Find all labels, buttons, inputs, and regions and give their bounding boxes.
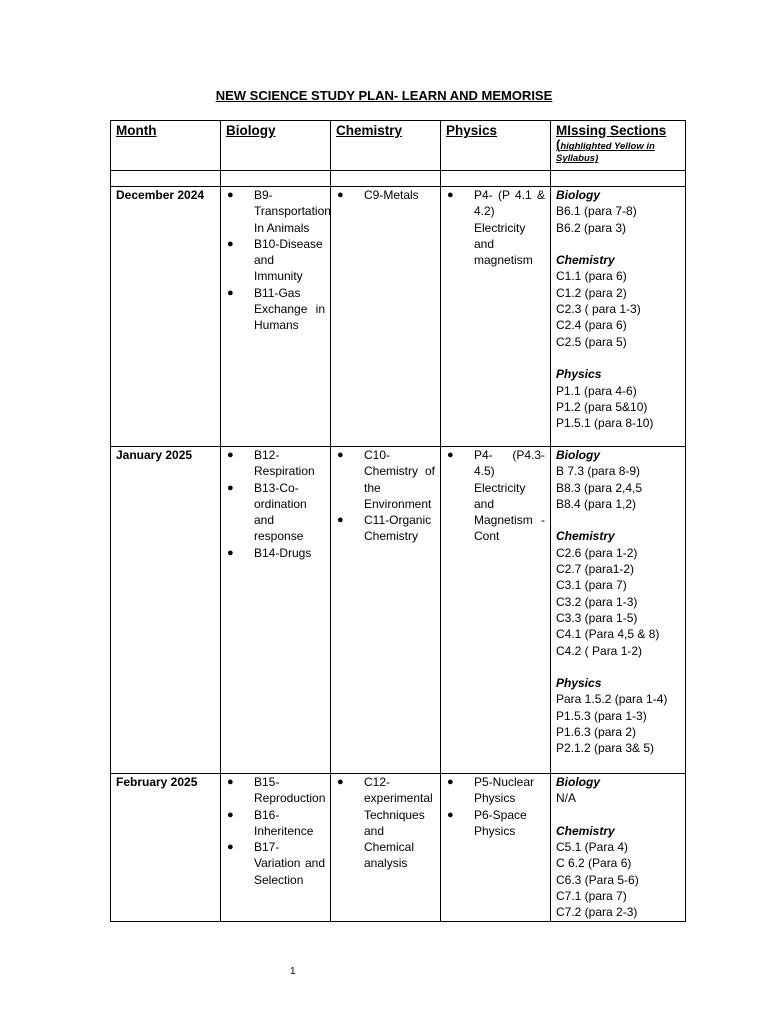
- missing-item: C3.1 (para 7): [556, 578, 627, 593]
- list-item: ● C12-experimental Techniques and Chemical analysis: [331, 774, 440, 872]
- missing-item: C 6.2 (Para 6): [556, 856, 632, 871]
- list-item: ● P4- (P4.3-4.5) Electricity and Magnetism - Cont: [441, 447, 550, 545]
- list-item: ● B15-Reproduction: [221, 774, 330, 807]
- table-header-row: [111, 121, 686, 171]
- document-title: NEW SCIENCE STUDY PLAN- LEARN AND MEMORISE: [215, 88, 553, 103]
- header-biology: Biology: [226, 123, 276, 138]
- chemistry-cell: [331, 187, 441, 447]
- missing-item: B8.4 (para 1,2): [556, 496, 637, 511]
- header-missing-paren: (: [556, 137, 561, 153]
- list-item: ● B11-Gas Exchange in Humans: [221, 285, 330, 334]
- month-label: December 2024: [116, 188, 205, 202]
- list-item: ● B17-Variation and Selection: [221, 839, 330, 888]
- missing-item: P1.6.3 (para 2): [556, 725, 637, 740]
- table-row: [111, 774, 686, 922]
- table-row: [111, 447, 686, 774]
- list-item: ● P6-Space Physics: [441, 807, 550, 840]
- header-chemistry: Chemistry: [336, 123, 403, 138]
- missing-subject: Chemistry: [556, 529, 615, 544]
- missing-item: C5.1 (Para 4): [556, 840, 629, 855]
- month-label: February 2025: [116, 775, 198, 789]
- list-item: ● B13-Co-ordination and response: [221, 480, 330, 545]
- missing-item: C2.6 (para 1-2): [556, 545, 638, 560]
- missing-item: C2.4 (para 6): [556, 318, 627, 333]
- missing-cell: [551, 447, 686, 774]
- missing-item: C2.5 (para 5): [556, 334, 627, 349]
- study-plan-table: [110, 120, 686, 922]
- missing-subject: Physics: [556, 367, 602, 382]
- missing-subject: Biology: [556, 188, 600, 202]
- missing-item: C2.7 (para1-2): [556, 562, 635, 577]
- header-missing: MIssing Sections: [556, 123, 667, 138]
- header-missing-note-wrap: [556, 139, 680, 165]
- missing-item: P1.5.1 (para 8-10): [556, 416, 654, 431]
- list-item: ● C11-Organic Chemistry: [331, 512, 440, 545]
- physics-cell: [441, 187, 551, 447]
- missing-item: B6.2 (para 3): [556, 220, 627, 235]
- header-cell-chemistry: [331, 121, 441, 171]
- list-item: ● B9-Transportation In Animals: [221, 187, 330, 236]
- list-item: ● C9-Metals: [331, 187, 440, 203]
- missing-item: B 7.3 (para 8-9): [556, 464, 641, 479]
- list-item: ● C10-Chemistry of the Environment: [331, 447, 440, 512]
- chemistry-cell: [331, 447, 441, 774]
- header-physics: Physics: [446, 123, 498, 138]
- missing-item: C3.3 (para 1-5): [556, 610, 638, 625]
- list-item: ● B16-Inheritence: [221, 807, 330, 840]
- missing-item: N/A: [556, 791, 577, 806]
- header-cell-physics: [441, 121, 551, 171]
- missing-cell: [551, 187, 686, 447]
- spacer-row: [111, 171, 686, 187]
- missing-item: P1.5.3 (para 1-3): [556, 708, 647, 723]
- missing-item: Para 1.5.2 (para 1-4): [556, 692, 668, 707]
- missing-item: C7.2 (para 2-3): [556, 905, 638, 920]
- missing-item: P1.2 (para 5&10): [556, 399, 648, 414]
- missing-item: C4.2 ( Para 1-2): [556, 643, 643, 658]
- table-row: [111, 187, 686, 447]
- month-cell: [111, 774, 221, 922]
- physics-cell: [441, 447, 551, 774]
- chemistry-cell: [331, 774, 441, 922]
- list-item: ● B12-Respiration: [221, 447, 330, 480]
- physics-cell: [441, 774, 551, 922]
- missing-subject: Chemistry: [556, 823, 615, 838]
- list-item: ● B10-Disease and Immunity: [221, 236, 330, 285]
- biology-cell: [221, 774, 331, 922]
- header-month: Month: [116, 123, 157, 138]
- header-cell-missing: [551, 121, 686, 171]
- header-missing-note: highlighted Yellow in Syllabus): [556, 141, 655, 165]
- month-cell: [111, 187, 221, 447]
- missing-subject: Biology: [556, 448, 600, 462]
- page-number: 1: [290, 966, 296, 977]
- missing-item: C1.1 (para 6): [556, 269, 627, 284]
- month-cell: [111, 447, 221, 774]
- missing-cell: [551, 774, 686, 922]
- missing-item: C7.1 (para 7): [556, 889, 627, 904]
- missing-item: C3.2 (para 1-3): [556, 594, 638, 609]
- header-cell-month: [111, 121, 221, 171]
- missing-subject: Physics: [556, 676, 602, 691]
- list-item: ● P4- (P 4.1 & 4.2) Electricity and magnetism: [441, 187, 550, 268]
- missing-item: C1.2 (para 2): [556, 285, 627, 300]
- missing-item: C2.3 ( para 1-3): [556, 302, 641, 317]
- header-cell-biology: [221, 121, 331, 171]
- biology-cell: [221, 447, 331, 774]
- missing-item: B6.1 (para 7-8): [556, 204, 637, 219]
- missing-item: B8.3 (para 2,4,5: [556, 480, 643, 495]
- month-label: January 2025: [116, 448, 193, 462]
- missing-item: P1.1 (para 4-6): [556, 383, 637, 398]
- list-item: ● B14-Drugs: [221, 545, 330, 561]
- list-item: ● P5-Nuclear Physics: [441, 774, 550, 807]
- missing-subject: Chemistry: [556, 253, 615, 268]
- missing-item: C6.3 (Para 5-6): [556, 872, 639, 887]
- missing-item: P2.1.2 (para 3& 5): [556, 741, 655, 756]
- biology-cell: [221, 187, 331, 447]
- missing-item: C4.1 (Para 4,5 & 8): [556, 627, 660, 642]
- missing-subject: Biology: [556, 775, 600, 789]
